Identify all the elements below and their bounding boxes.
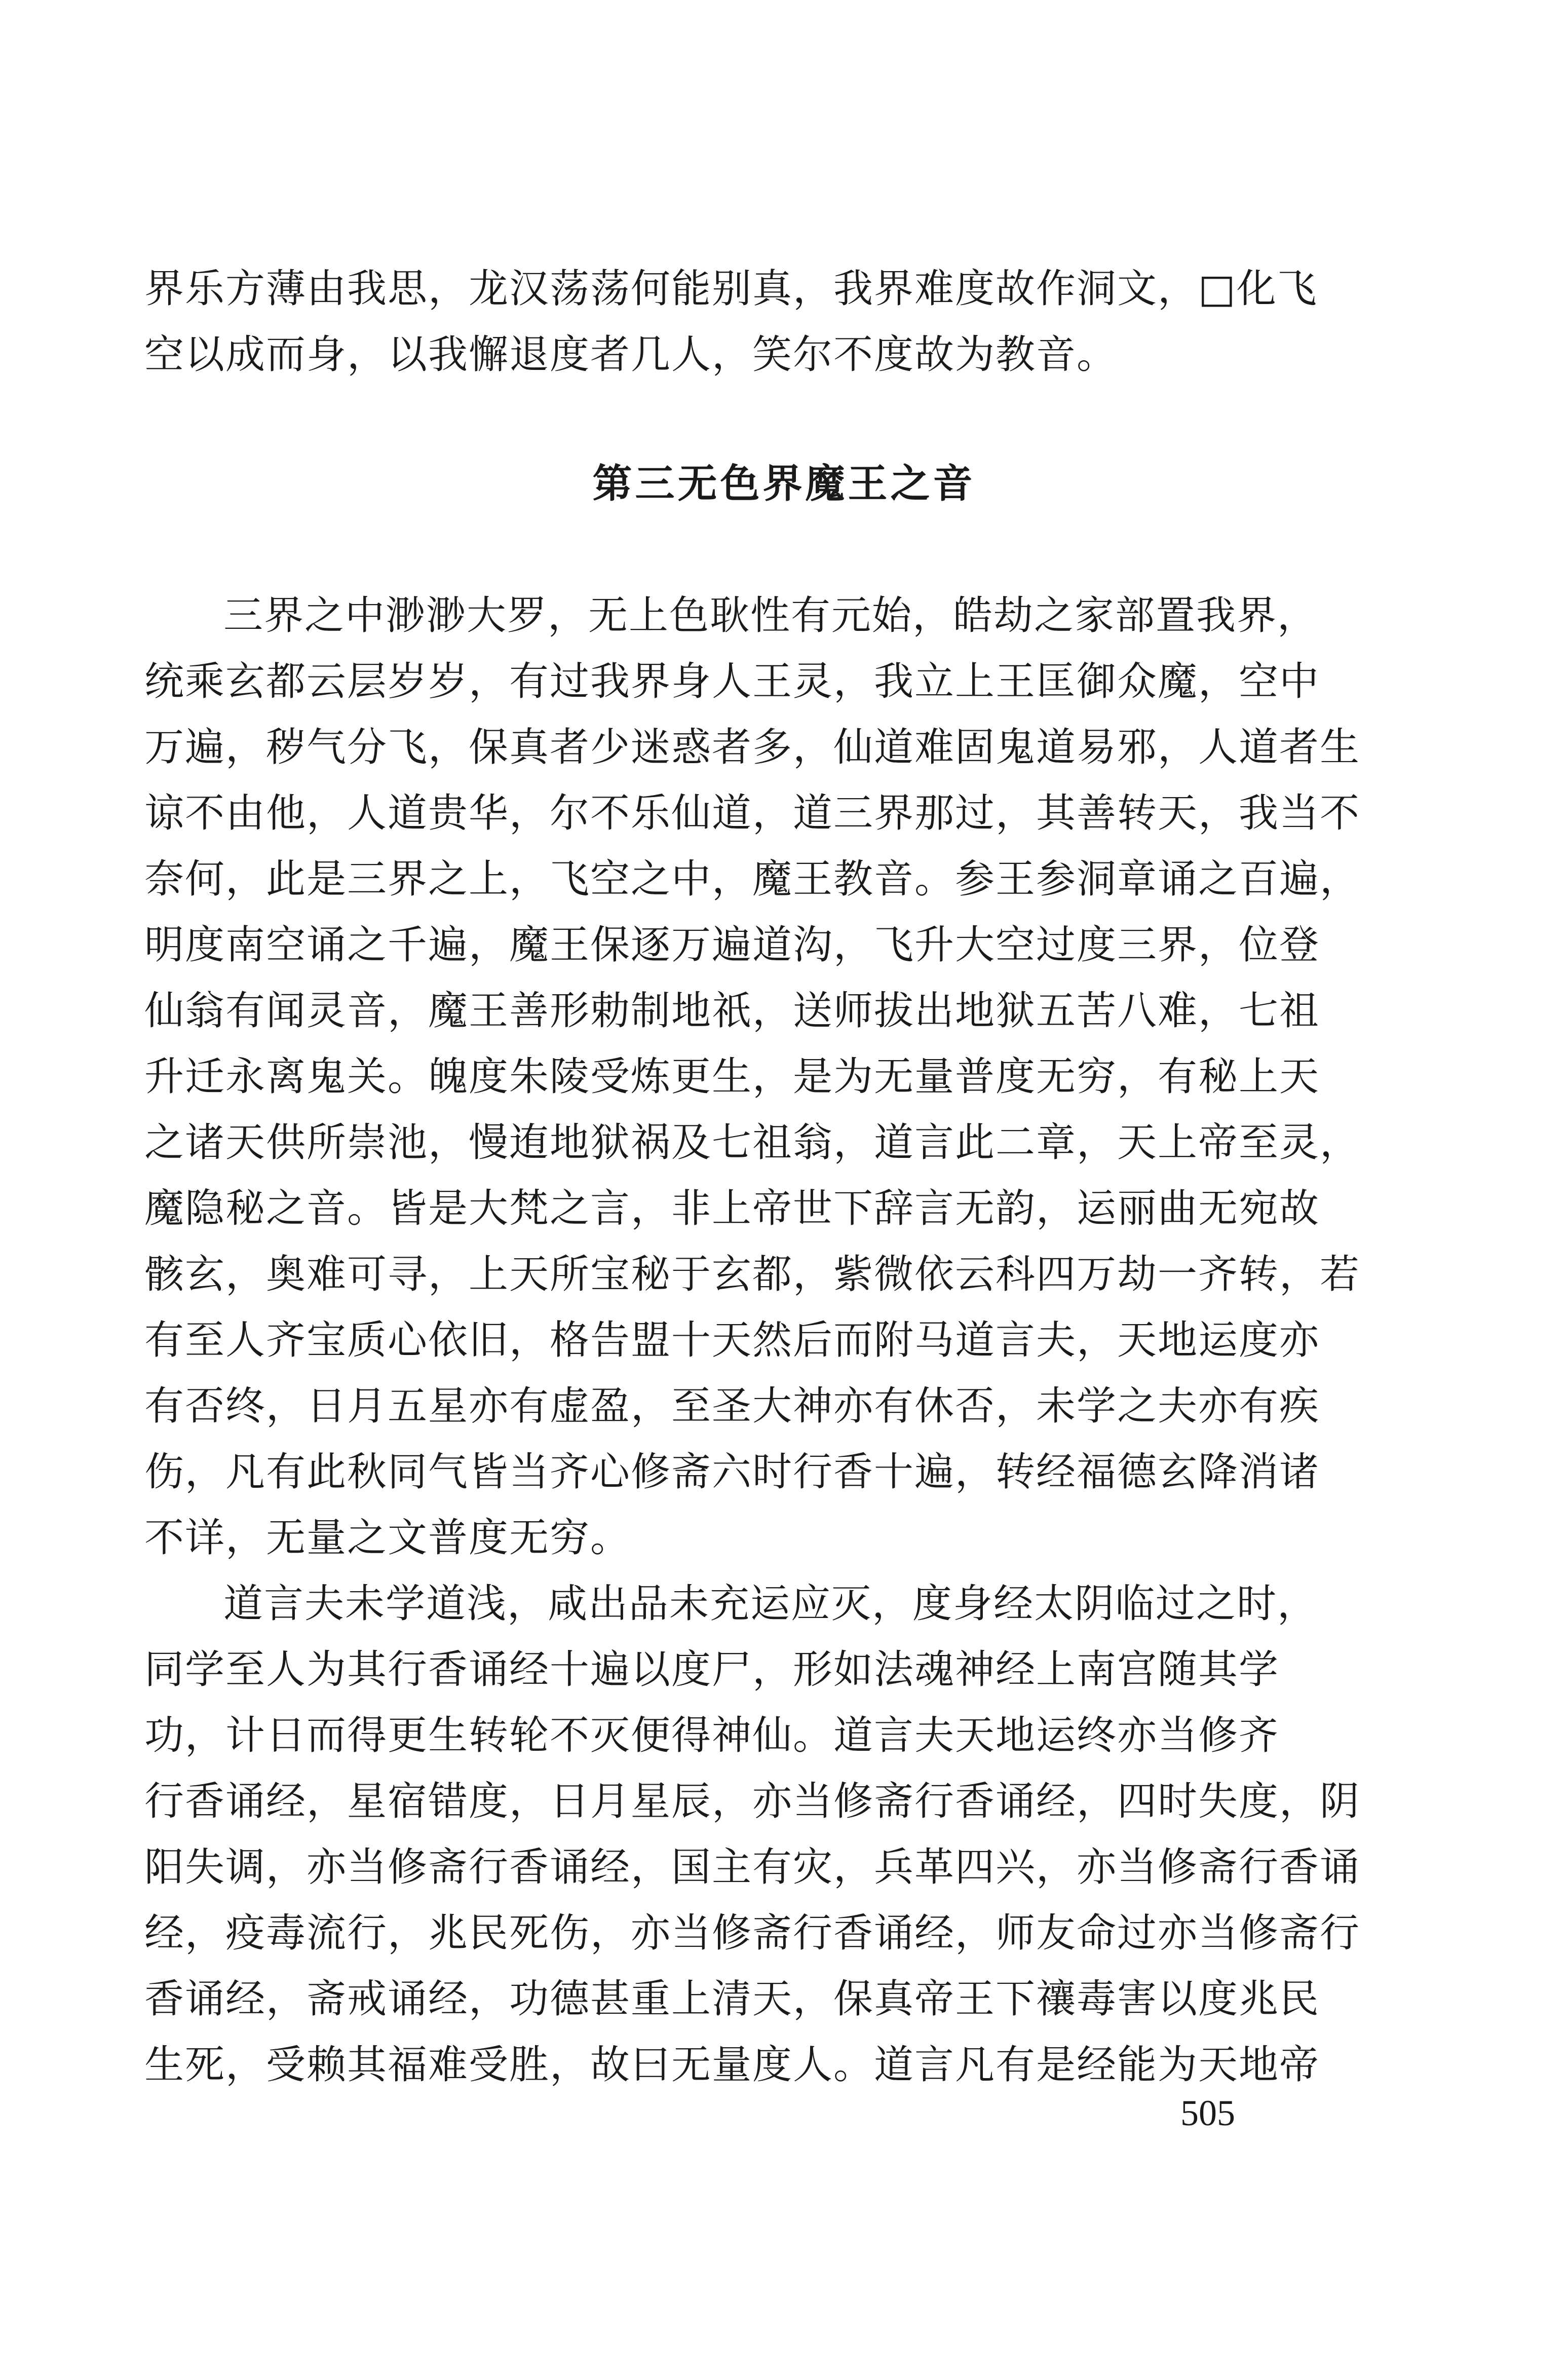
page-number: 505 (1180, 2093, 1235, 2133)
text-line: 统乘玄都云层岁岁，有过我界身人王灵，我立上王匡御众魔，空中 (144, 659, 1320, 704)
text-line: 香诵经，斋戒诵经，功德甚重上清天，保真帝王下禳毒害以度兆民 (144, 1976, 1320, 2022)
text-line: 奈何，此是三界之上，飞空之中，魔王教音。参王参洞章诵之百遍， (144, 856, 1361, 902)
text-line: 经，疫毒流行，兆民死伤，亦当修斋行香诵经，师友命过亦当修斋行 (144, 1910, 1361, 1956)
text-line: 万遍，秽气分飞，保真者少迷惑者多，仙道难固鬼道易邪，人道者生 (144, 725, 1361, 770)
text-line: 之诸天供所崇池，慢迶地狱祸及七祖翁，道言此二章，天上帝至灵， (144, 1120, 1361, 1165)
text-line: 骸玄，奥难可寻，上天所宝秘于玄都，紫微依云科四万劫一齐转，若 (144, 1252, 1361, 1297)
text-line: 界乐方薄由我思，龙汉荡荡何能别真，我界难度故作洞文，□化飞 (144, 266, 1318, 312)
text-line: 功，计日而得更生转轮不灭便得神仙。道言夫天地运终亦当修齐 (144, 1713, 1280, 1758)
text-line: 有至人齐宝质心依旧，格告盟十天然后而附马道言夫，天地运度亦 (144, 1318, 1320, 1363)
text-line: 明度南空诵之千遍，魔王保逐万遍道沟，飞升大空过度三界，位登 (144, 922, 1320, 968)
text-line: 仙翁有闻灵音，魔王善形勅制地祇，送师拔出地狱五苦八难，七祖 (144, 988, 1320, 1034)
text-line: 有否终，日月五星亦有虚盈，至圣大神亦有休否，未学之夫亦有疾 (144, 1383, 1320, 1429)
text-line: 空以成而身，以我懈退度者几人，笑尔不度故为教音。 (144, 332, 1118, 378)
text-line: 道言夫未学道浅，咸出品未充运应灭，度身经太阴临过之时， (223, 1581, 1318, 1627)
text-line: 不详，无量之文普度无穷。 (144, 1515, 631, 1561)
text-line: 阳失调，亦当修斋行香诵经，国主有灾，兵革四兴，亦当修斋行香诵 (144, 1845, 1361, 1890)
text-line: 谅不由他，人道贵华，尔不乐仙道，道三界那过，其善转天，我当不 (144, 791, 1361, 836)
section-heading: 第三无色界魔王之音 (592, 461, 976, 507)
text-line: 魔隐秘之音。皆是大梵之言，非上帝世下辞言无韵，运丽曲无宛故 (144, 1186, 1320, 1231)
top-paragraph (144, 256, 1330, 388)
text-line: 升迁永离鬼关。魄度朱陵受炼更生，是为无量普度无穷，有秘上天 (144, 1054, 1320, 1100)
text-line: 行香诵经，星宿错度，日月星辰，亦当修斋行香诵经，四时失度，阴 (144, 1779, 1361, 1824)
text-line: 伤，凡有此秋同气皆当齐心修斋六时行香十遍，转经福德玄降消诸 (144, 1449, 1320, 1495)
main-text (144, 583, 1361, 2098)
text-line: 生死，受赖其福难受胜，故曰无量度人。道言凡有是经能为天地帝 (144, 2042, 1320, 2088)
text-line: 同学至人为其行香诵经十遍以度尸，形如法魂神经上南宫随其学 (144, 1647, 1280, 1692)
text-line: 三界之中渺渺大罗，无上色耿性有元始，皓劫之家部置我界， (223, 593, 1318, 638)
